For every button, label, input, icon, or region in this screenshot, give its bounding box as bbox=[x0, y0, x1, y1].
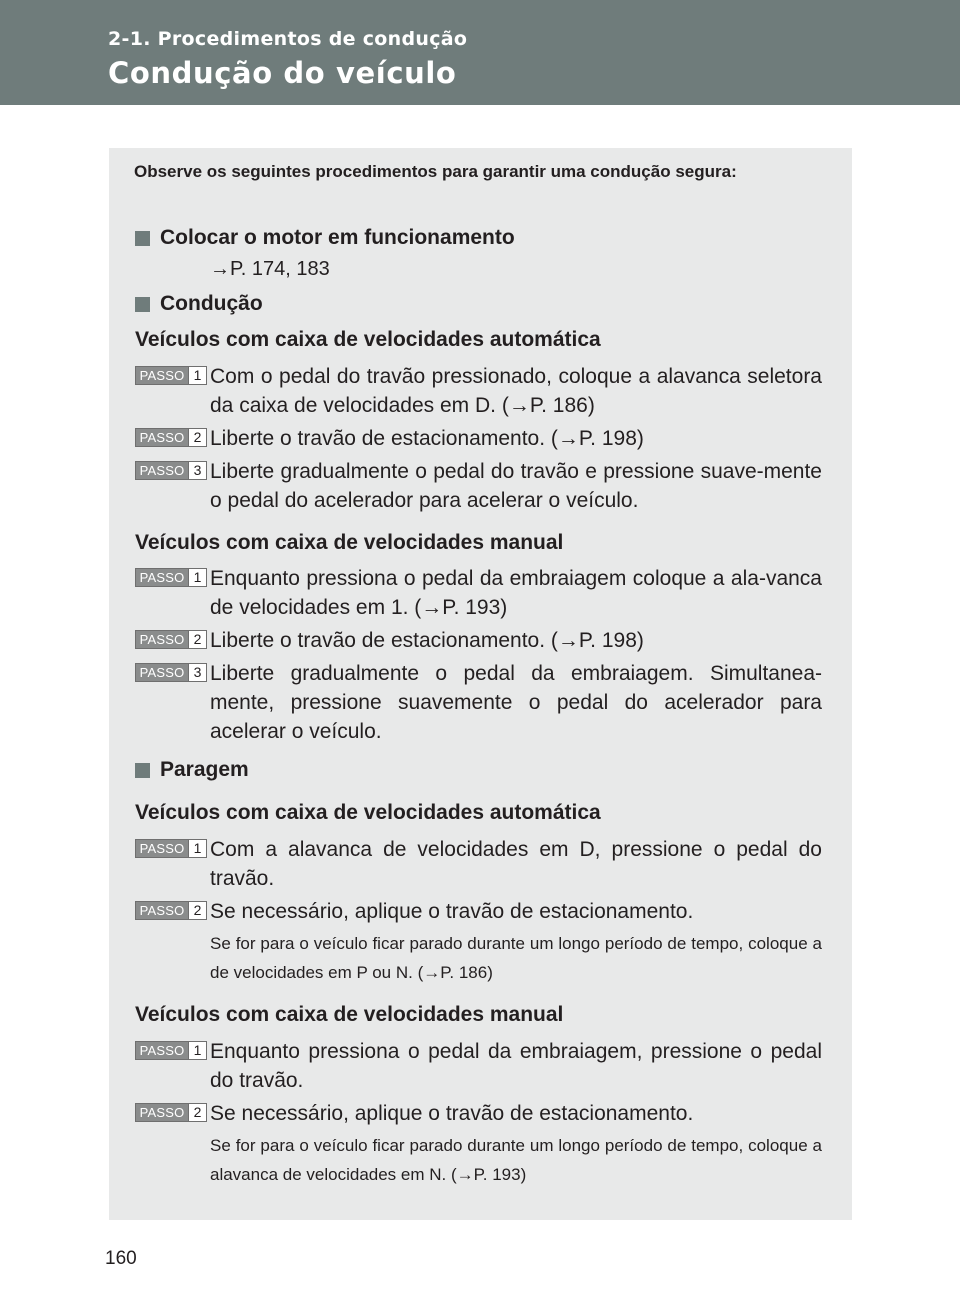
step-badge: PASSO 3 bbox=[135, 663, 207, 682]
subheading-manual: Veículos com caixa de velocidades manual bbox=[135, 1003, 564, 1026]
square-bullet-icon bbox=[135, 763, 150, 778]
step-text: Liberte o travão de estacionamento. (→P. 198) bbox=[210, 629, 644, 652]
square-bullet-icon bbox=[135, 231, 150, 246]
step-text: Com a alavanca de velocidades em D, pressione o pedal do travão. bbox=[210, 838, 822, 890]
subheading-manual: Veículos com caixa de velocidades manual bbox=[135, 531, 564, 554]
step-text: Se necessário, aplique o travão de estacionamento. bbox=[210, 1102, 694, 1125]
step-text: Com o pedal do travão pressionado, coloque a alavanca seletora da caixa de velocidades em D. (→P. 186) bbox=[210, 365, 822, 417]
step-badge: PASSO 2 bbox=[135, 428, 207, 447]
page-number: 160 bbox=[105, 1248, 137, 1269]
section-title: 2-1. Procedimentos de condução bbox=[108, 28, 468, 50]
page-title: Condução do veículo bbox=[108, 56, 457, 90]
heading-engine-start: Colocar o motor em funcionamento bbox=[135, 224, 515, 252]
step-text: Enquanto pressiona o pedal da embraiagem, pressione o pedal do travão. bbox=[210, 1040, 822, 1092]
square-bullet-icon bbox=[135, 297, 150, 312]
step-text: Liberte o travão de estacionamento. (→P. 198) bbox=[210, 427, 644, 450]
intro-text: Observe os seguintes procedimentos para garantir uma condução segura: bbox=[134, 162, 737, 181]
step-badge: PASSO 3 bbox=[135, 461, 207, 480]
heading-driving: Condução bbox=[135, 290, 263, 318]
step-badge: PASSO 1 bbox=[135, 839, 207, 858]
step-text: Se necessário, aplique o travão de estacionamento. bbox=[210, 900, 694, 923]
step-text: Liberte gradualmente o pedal do travão e pressione suave-mente o pedal do acelerador para acelerar o veículo. bbox=[210, 460, 822, 512]
step-text: Enquanto pressiona o pedal da embraiagem coloque a ala-vanca de velocidades em 1. (→P. 193) bbox=[210, 567, 822, 619]
note-text: Se for para o veículo ficar parado durante um longo período de tempo, coloque a alavanca de velocidades em N. (→P. 193) bbox=[210, 1136, 822, 1184]
note-text: Se for para o veículo ficar parado durante um longo período de tempo, coloque a de velocidades em P ou N. (→P. 186) bbox=[210, 934, 822, 982]
step-badge: PASSO 2 bbox=[135, 901, 207, 920]
step-badge: PASSO 2 bbox=[135, 1103, 207, 1122]
step-badge: PASSO 1 bbox=[135, 568, 207, 587]
step-text: Liberte gradualmente o pedal da embraiagem. Simultanea-mente, pressione suavemente o pedal do acelerador para acelerar o veículo. bbox=[210, 662, 822, 743]
page-header bbox=[0, 0, 960, 105]
step-badge: PASSO 2 bbox=[135, 630, 207, 649]
heading-stopping: Paragem bbox=[135, 756, 249, 784]
step-badge: PASSO 1 bbox=[135, 366, 207, 385]
subheading-automatic: Veículos com caixa de velocidades automática bbox=[135, 328, 601, 351]
page-reference: →P. 174, 183 bbox=[210, 258, 330, 280]
subheading-automatic: Veículos com caixa de velocidades automática bbox=[135, 801, 601, 824]
step-badge: PASSO 1 bbox=[135, 1041, 207, 1060]
